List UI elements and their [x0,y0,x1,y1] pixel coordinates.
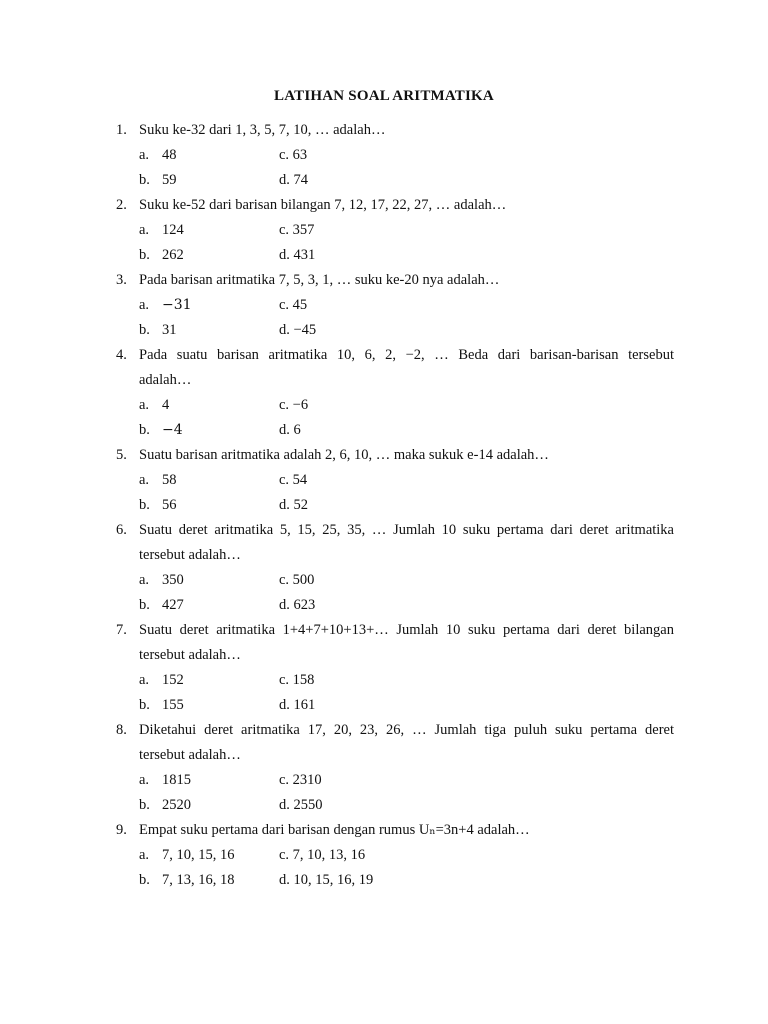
question-6 [0,518,768,618]
option-d: d. 10, 15, 16, 19 [279,872,374,888]
question-text: Pada suatu barisan aritmatika 10, 6, 2, −2, … Beda dari barisan-barisan tersebut [139,347,674,363]
question-number: 1. [116,122,127,138]
option-b: 2520 [162,797,191,813]
option-c: c. 158 [279,672,315,688]
option-label-b: b. [139,422,150,438]
option-row [0,168,768,193]
option-d: d. 52 [279,497,308,513]
question-text-continued: tersebut adalah… [139,647,241,663]
option-a: 7, 10, 15, 16 [162,847,235,863]
option-a: 124 [162,222,184,238]
question-4 [0,343,768,443]
option-row [0,868,768,893]
option-label-a: a. [139,397,150,413]
option-c: c. 357 [279,222,315,238]
option-row [0,243,768,268]
option-row [0,293,768,318]
option-row [0,793,768,818]
option-b: −4 [162,422,183,438]
option-b: 56 [162,497,177,513]
option-label-a: a. [139,222,150,238]
option-d: d. 2550 [279,797,323,813]
question-9 [0,818,768,893]
option-row [0,393,768,418]
question-2 [0,193,768,268]
option-c: c. 54 [279,472,308,488]
option-label-a: a. [139,472,150,488]
option-label-b: b. [139,172,150,188]
option-a: 4 [162,397,170,413]
question-text: Pada barisan aritmatika 7, 5, 3, 1, … suku ke-20 nya adalah… [139,272,500,288]
option-row [0,693,768,718]
question-text-continued: adalah… [139,372,192,388]
option-label-b: b. [139,497,150,513]
option-row [0,668,768,693]
question-3 [0,268,768,343]
option-label-a: a. [139,572,150,588]
option-a: 48 [162,147,177,163]
option-label-a: a. [139,297,150,313]
question-text: Suatu deret aritmatika 1+4+7+10+13+… Jumlah 10 suku pertama dari deret bilangan [139,622,674,638]
question-text: Suatu deret aritmatika 5, 15, 25, 35, … Jumlah 10 suku pertama dari deret aritmatika [139,522,674,538]
option-c: c. −6 [279,397,309,413]
question-text-continued: tersebut adalah… [139,747,241,763]
question-text-continued: tersebut adalah… [139,547,241,563]
option-c: c. 2310 [279,772,322,788]
option-row [0,218,768,243]
option-row [0,768,768,793]
option-row [0,468,768,493]
question-text: Suku ke-52 dari barisan bilangan 7, 12, 17, 22, 27, … adalah… [139,197,507,213]
option-a: 152 [162,672,184,688]
option-b: 262 [162,247,184,263]
question-number: 8. [116,722,127,738]
question-number: 3. [116,272,127,288]
page-title: LATIHAN SOAL ARITMATIKA [274,88,494,104]
question-5 [0,443,768,518]
option-row [0,418,768,443]
question-list [0,118,768,893]
option-d: d. 161 [279,697,316,713]
option-c: c. 45 [279,297,308,313]
option-row [0,568,768,593]
option-d: d. 623 [279,597,316,613]
question-8 [0,718,768,818]
question-number: 9. [116,822,127,838]
option-b: 59 [162,172,177,188]
option-b: 7, 13, 16, 18 [162,872,235,888]
option-c: c. 500 [279,572,315,588]
option-b: 155 [162,697,184,713]
option-label-a: a. [139,672,150,688]
option-label-b: b. [139,797,150,813]
question-number: 6. [116,522,127,538]
option-d: d. 6 [279,422,301,438]
question-1 [0,118,768,193]
option-d: d. 431 [279,247,316,263]
option-a: 1815 [162,772,191,788]
question-7 [0,618,768,718]
option-label-a: a. [139,847,150,863]
question-text: Diketahui deret aritmatika 17, 20, 23, 26, … Jumlah tiga puluh suku pertama deret [139,722,674,738]
option-c: c. 63 [279,147,308,163]
option-label-b: b. [139,247,150,263]
option-row [0,593,768,618]
option-b: 427 [162,597,184,613]
option-label-a: a. [139,147,150,163]
option-row [0,143,768,168]
option-d: d. −45 [279,322,317,338]
option-label-b: b. [139,872,150,888]
option-d: d. 74 [279,172,308,188]
question-text: Suku ke-32 dari 1, 3, 5, 7, 10, … adalah… [139,122,386,138]
question-text: Empat suku pertama dari barisan dengan rumus Uₙ=3n+4 adalah… [139,822,530,838]
option-a: 350 [162,572,184,588]
option-label-b: b. [139,597,150,613]
option-label-a: a. [139,772,150,788]
option-row [0,493,768,518]
question-number: 2. [116,197,127,213]
option-row [0,843,768,868]
question-text: Suatu barisan aritmatika adalah 2, 6, 10, … maka sukuk e-14 adalah… [139,447,549,463]
option-label-b: b. [139,697,150,713]
option-b: 31 [162,322,177,338]
option-row [0,318,768,343]
option-a: 58 [162,472,177,488]
question-number: 7. [116,622,127,638]
option-a: −31 [162,297,192,313]
question-number: 5. [116,447,127,463]
option-label-b: b. [139,322,150,338]
option-c: c. 7, 10, 13, 16 [279,847,366,863]
question-number: 4. [116,347,127,363]
